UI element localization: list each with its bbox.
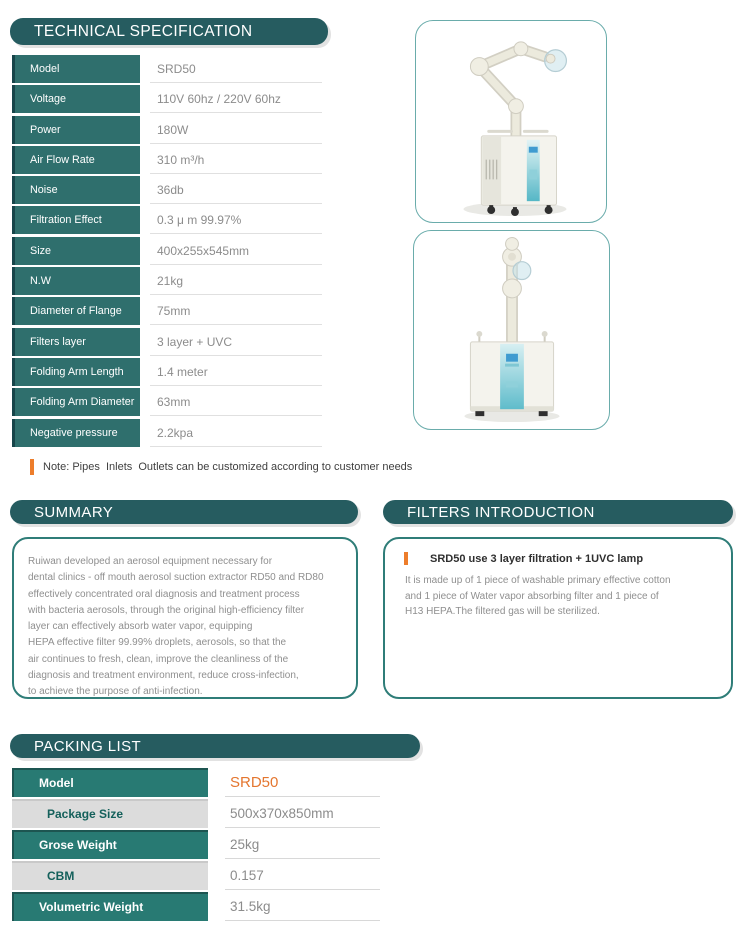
- filters-heading-text: SRD50 use 3 layer filtration + 1UVC lamp: [430, 552, 644, 565]
- section-title-filters-introduction: FILTERS INTRODUCTION: [383, 500, 733, 524]
- table-row: [12, 328, 334, 356]
- section-title-packing-list: PACKING LIST: [10, 734, 420, 758]
- spec-value: 21kg: [150, 267, 322, 295]
- summary-text-line: air continues to fresh, clean, improve the cleanliness of the: [28, 653, 289, 665]
- table-row: [12, 388, 334, 416]
- filters-body: [385, 573, 727, 620]
- spec-label: Diameter of Flange: [12, 297, 140, 325]
- packing-list-table: [12, 768, 392, 923]
- table-row: [12, 799, 392, 828]
- summary-text-line: effectively concentrated oral diagnosis and treatment process: [28, 588, 300, 600]
- spec-label: Noise: [12, 176, 140, 204]
- table-row: [12, 146, 334, 174]
- filters-text-line: It is made up of 1 piece of washable primary effective cotton: [405, 575, 671, 586]
- spec-value: 3 layer + UVC: [150, 328, 322, 356]
- product-image-front-view: [413, 230, 610, 430]
- section-title-technical-specification: TECHNICAL SPECIFICATION: [10, 18, 328, 45]
- spec-label: Air Flow Rate: [12, 146, 140, 174]
- spec-label: Size: [12, 237, 140, 265]
- spec-label: Filtration Effect: [12, 206, 140, 234]
- filters-introduction-box: [383, 537, 733, 699]
- technical-specification-table: [12, 55, 334, 449]
- table-row: [12, 297, 334, 325]
- spec-value: SRD50: [150, 55, 322, 83]
- spec-value: 310 m³/h: [150, 146, 322, 174]
- packing-value: 25kg: [225, 830, 380, 859]
- extractor-front-view-illustration: [414, 231, 609, 429]
- table-row: [12, 358, 334, 386]
- packing-label: Model: [12, 768, 208, 797]
- spec-label: Model: [12, 55, 140, 83]
- summary-text-line: diagnosis and treatment environment, reduce cross-infection,: [28, 670, 299, 682]
- summary-text-line: to achieve the purpose of anti-infection.: [28, 686, 203, 698]
- table-row: [12, 176, 334, 204]
- extractor-side-view-illustration: [416, 21, 606, 222]
- packing-label: Grose Weight: [12, 830, 208, 859]
- spec-value: 110V 60hz / 220V 60hz: [150, 85, 322, 113]
- table-row: [12, 861, 392, 890]
- spec-value: 400x255x545mm: [150, 237, 322, 265]
- spec-label: Voltage: [12, 85, 140, 113]
- filters-text-line: H13 HEPA.The filtered gas will be sterilized.: [405, 606, 600, 617]
- summary-text-line: with bacteria aerosols, through the original high-efficiency filter: [28, 604, 305, 616]
- spec-label: Power: [12, 116, 140, 144]
- spec-label: Folding Arm Length: [12, 358, 140, 386]
- spec-label: Folding Arm Diameter: [12, 388, 140, 416]
- section-title-summary: SUMMARY: [10, 500, 358, 524]
- summary-box: [12, 537, 358, 699]
- spec-label: N.W: [12, 267, 140, 295]
- packing-value: 0.157: [225, 861, 380, 890]
- summary-text-line: dental clinics - off mouth aerosol suction extractor RD50 and RD80: [28, 572, 324, 584]
- spec-value: 2.2kpa: [150, 419, 322, 447]
- packing-value: 31.5kg: [225, 892, 380, 921]
- spec-label: Negative pressure: [12, 419, 140, 447]
- table-row: [12, 237, 334, 265]
- note-marker-icon: [30, 459, 34, 475]
- spec-value: 180W: [150, 116, 322, 144]
- table-row: [12, 419, 334, 447]
- packing-label: CBM: [12, 861, 208, 890]
- packing-label: Package Size: [12, 799, 208, 828]
- spec-value: 0.3 μ m 99.97%: [150, 206, 322, 234]
- spec-value: 63mm: [150, 388, 322, 416]
- table-row: [12, 85, 334, 113]
- note-text: Note: Pipes Inlets Outlets can be customized according to customer needs: [43, 461, 413, 473]
- bullet-bar-icon: [404, 552, 408, 565]
- summary-text-line: Ruiwan developed an aerosol equipment necessary for: [28, 556, 273, 567]
- customization-note: [30, 459, 412, 475]
- product-image-extended-arm: [415, 20, 607, 223]
- table-row: [12, 892, 392, 921]
- table-row: [12, 830, 392, 859]
- packing-value: 500x370x850mm: [225, 799, 380, 828]
- summary-text-line: HEPA effective filter 99.99% droplets, aerosols, so that the: [28, 637, 287, 649]
- spec-value: 1.4 meter: [150, 358, 322, 386]
- table-row: [12, 116, 334, 144]
- table-row: [12, 768, 392, 797]
- spec-value: 36db: [150, 176, 322, 204]
- spec-value: 75mm: [150, 297, 322, 325]
- spec-label: Filters layer: [12, 328, 140, 356]
- table-row: [12, 55, 334, 83]
- table-row: [12, 206, 334, 234]
- filters-heading: [404, 552, 727, 565]
- summary-text-line: layer can effectively absorb water vapor, equipping: [28, 621, 253, 633]
- filters-text-line: and 1 piece of Water vapor absorbing filter and 1 piece of: [405, 590, 659, 602]
- table-row: [12, 267, 334, 295]
- packing-value: SRD50: [225, 768, 380, 797]
- packing-label: Volumetric Weight: [12, 892, 208, 921]
